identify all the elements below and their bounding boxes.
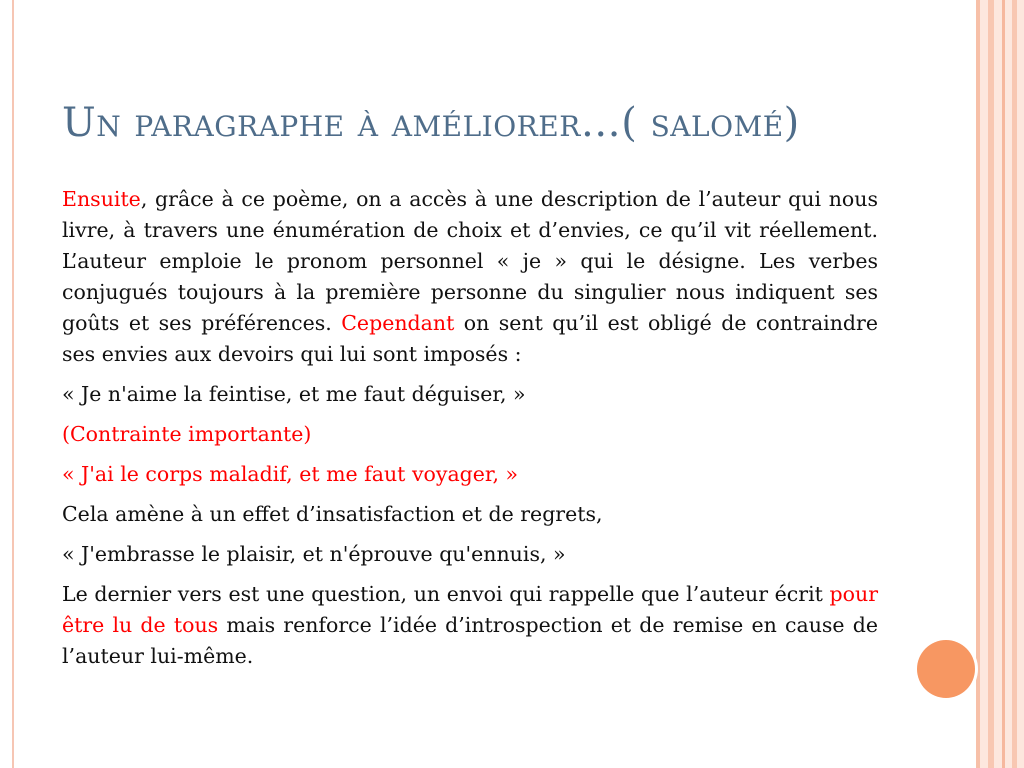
paragraph-text: on sent qu’il est obligé de contraindre ses envies aux devoirs qui lui sont imposés : bbox=[62, 311, 878, 366]
paragraph-text: , grâce à ce poème, on a accès à une description de l’auteur qui nous livre, à travers une énumération de choix et d’envies, ce qu’il vit réellement. L’auteur emploie le pronom personnel « je » qui le désigne. Les verbes conjugués toujours à la première personne du singulier nous indiquent ses goûts et ses préférences. bbox=[62, 187, 878, 335]
slide-body bbox=[62, 184, 878, 681]
decorative-circle bbox=[917, 640, 975, 698]
quote-line: « J'embrasse le plaisir, et n'éprouve qu'ennuis, » bbox=[62, 542, 566, 566]
paragraph-analysis bbox=[62, 184, 878, 370]
left-frame-line bbox=[12, 0, 14, 768]
emphasis-cependant: Cependant bbox=[341, 311, 455, 335]
text-line: Cela amène à un effet d’insatisfaction et de regrets, bbox=[62, 502, 603, 526]
right-stripe bbox=[1012, 0, 1017, 768]
right-stripe bbox=[976, 0, 980, 768]
paragraph-conclusion bbox=[62, 579, 878, 672]
quote-line-red: « J'ai le corps maladif, et me faut voyager, » bbox=[62, 462, 519, 486]
emphasis-pour-etre-lu: pour être lu de tous bbox=[62, 582, 878, 637]
right-stripe bbox=[1002, 0, 1005, 768]
emphasis-ensuite: Ensuite bbox=[62, 187, 141, 211]
slide-title: Un paragraphe à améliorer…( salomé) bbox=[62, 100, 800, 146]
right-stripe bbox=[988, 0, 994, 768]
quote-line: « Je n'aime la feintise, et me faut déguiser, » bbox=[62, 382, 526, 406]
note-line: (Contrainte importante) bbox=[62, 422, 312, 446]
paragraph-text: mais renforce l’idée d’introspection et de remise en cause de l’auteur lui-même. bbox=[62, 613, 878, 668]
paragraph-text: Le dernier vers est une question, un envoi qui rappelle que l’auteur écrit bbox=[62, 582, 830, 606]
